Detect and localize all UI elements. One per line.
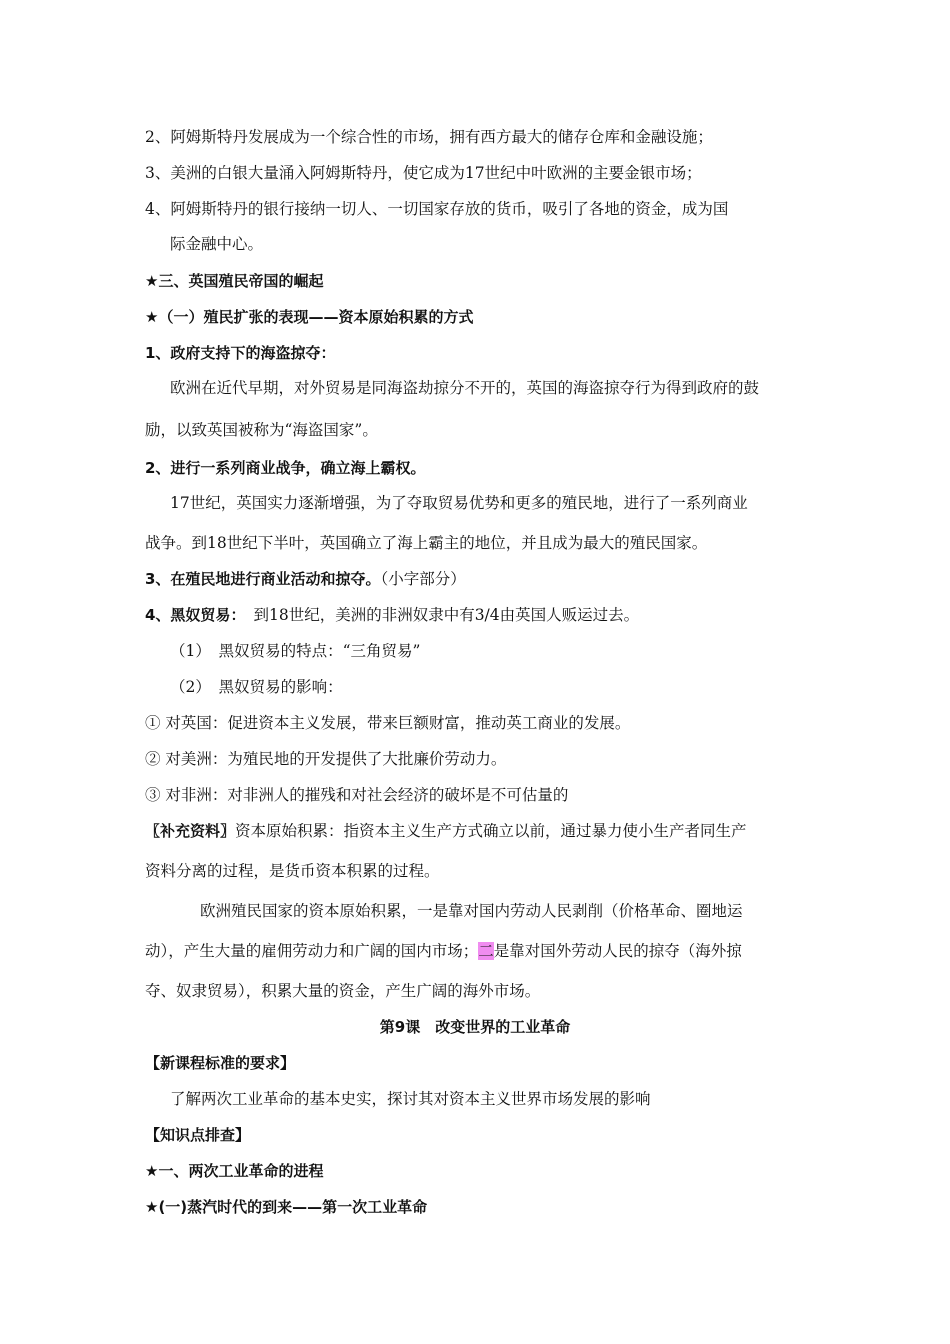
point-heading-1: 1、政府支持下的海盗掠夺： <box>145 344 336 362</box>
point-4-text: 到18世纪，美洲的非洲奴隶中有3/4由英国人贩运过去。 <box>253 606 640 624</box>
effect-africa: ③ 对非洲：对非洲人的摧残和对社会经济的破坏是不可估量的 <box>145 786 569 804</box>
list-item-4: 4、阿姆斯特丹的银行接纳一切人、一切国家存放的货币，吸引了各地的资金，成为国 <box>145 200 729 218</box>
subsection-heading-1: ★（一）殖民扩张的表现——资本原始积累的方式 <box>145 308 474 326</box>
section-heading-1: ★一、两次工业革命的进程 <box>145 1162 324 1180</box>
sub-item-1: （1） 黑奴贸易的特点：“三角贸易” <box>170 642 421 660</box>
list-item-2: 2、阿姆斯特丹发展成为一个综合性的市场，拥有西方最大的储存仓库和金融设施； <box>145 128 713 146</box>
highlighted-text: 二 <box>478 942 494 960</box>
supplement-line-2: 资料分离的过程，是货币资本积累的过程。 <box>145 862 440 880</box>
quote-line-1: 欧洲殖民国家的资本原始积累，一是靠对国内劳动人民剥削（价格革命、圈地运 <box>200 902 743 920</box>
point-3 <box>145 568 466 590</box>
paragraph-2-line-2: 战争。到18世纪下半叶，英国确立了海上霸主的地位，并且成为最大的殖民国家。 <box>145 534 708 552</box>
subsection-heading-steam: ★(一)蒸汽时代的到来——第一次工业革命 <box>145 1198 428 1216</box>
effect-america: ② 对美洲：为殖民地的开发提供了大批廉价劳动力。 <box>145 750 507 768</box>
effect-england: ① 对英国：促进资本主义发展，带来巨额财富，推动英工商业的发展。 <box>145 714 631 732</box>
point-heading-4: 4、黑奴贸易： <box>145 606 238 624</box>
standard-text: 了解两次工业革命的基本史实，探讨其对资本主义世界市场发展的影响 <box>170 1090 651 1108</box>
paragraph-1-line-2: 励，以致英国被称为“海盗国家”。 <box>145 421 378 439</box>
quote-line-3: 夺、奴隶贸易），积累大量的资金，产生广阔的海外市场。 <box>145 982 541 1000</box>
quote-line-2-b: 是靠对国外劳动人民的掠夺（海外掠 <box>493 942 742 960</box>
supplement-label: 〖补充资料〗 <box>145 822 236 840</box>
point-3-note: （小字部分） <box>380 570 466 588</box>
paragraph-2-line-1: 17世纪，英国实力逐渐增强，为了夺取贸易优势和更多的殖民地，进行了一系列商业 <box>170 494 748 512</box>
standard-heading: 【新课程标准的要求】 <box>145 1054 296 1072</box>
knowledge-heading: 【知识点排查】 <box>145 1126 251 1144</box>
supplement-text: 资本原始积累：指资本主义生产方式确立以前，通过暴力使小生产者同生产 <box>235 822 747 840</box>
sub-item-2: （2） 黑奴贸易的影响： <box>170 678 343 696</box>
section-heading-3: ★三、英国殖民帝国的崛起 <box>145 272 324 290</box>
point-4 <box>145 604 639 626</box>
list-item-4-cont: 际金融中心。 <box>170 235 264 253</box>
supplement-line-1 <box>145 820 747 842</box>
point-heading-3: 3、在殖民地进行商业活动和掠夺。 <box>145 570 381 588</box>
point-heading-2: 2、进行一系列商业战争，确立海上霸权。 <box>145 459 426 477</box>
quote-line-2 <box>145 940 742 962</box>
quote-line-2-a: 动），产生大量的雇佣劳动力和广阔的国内市场； <box>145 942 479 960</box>
lesson-title: 第9课 改变世界的工业革命 <box>379 1018 571 1036</box>
list-item-3: 3、美洲的白银大量涌入阿姆斯特丹，使它成为17世纪中叶欧洲的主要金银市场； <box>145 164 702 182</box>
paragraph-1-line-1: 欧洲在近代早期，对外贸易是同海盗劫掠分不开的，英国的海盗掠夺行为得到政府的鼓 <box>170 379 760 397</box>
